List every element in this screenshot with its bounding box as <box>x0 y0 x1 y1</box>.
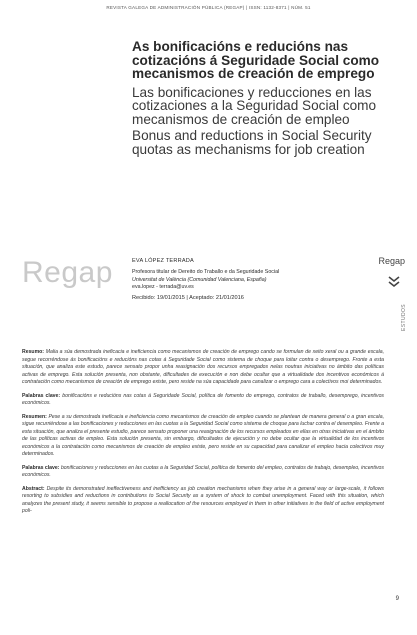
palabras-clave-gl-paragraph <box>22 393 384 408</box>
side-regap-logo: Regap <box>378 256 405 266</box>
author-position: Profesora titular de Dereito do Traballo e da Seguridade Social <box>132 269 280 276</box>
abstracts-block <box>22 349 384 522</box>
regap-logo: Regap <box>22 256 113 289</box>
palabras-clave-gl-text: bonificacións e reducións nas cotas á Seguridade Social, política de fomento do emprego, contratos de traballo, desemprego, incentivos económicos. <box>22 392 384 406</box>
received-accepted-dates: Recibido: 19/01/2015 | Aceptado: 21/01/2016 <box>132 294 244 301</box>
abstract-text: Despite its demonstrated ineffectiveness and inefficiency as job creation mechanisms when they arise in a general way or large-scale, it follows resorting to subsidies and reductions in contributions to Social Security as a system of shock to combat unemployment. Faced with this situation, which analyzes the present study, it seems sensible to propose a reallocation of the resources employed in them in other initiatives in the field of active employment poli- <box>22 485 384 514</box>
author-email[interactable]: eva.lopez - terrada@uv.es <box>132 284 194 291</box>
page-number: 9 <box>395 596 399 602</box>
resumen-text: Pese a su demostrada ineficacia e ineficiencia como mecanismos de creación de empleo cuando se plantean de manera general o a gran escala, sigue recurriéndose a las bonificaciones y reducciones en las cuotas a la Seguridad Social como sistema de choque para luchar contra el desempleo. Frente a esta situación, que analiza el presente estudio, parece sensato proponer una reasignación de los recursos empleados en ellas en otras iniciativas en el ámbito de las políticas activas de empleo. Esta solución presenta, sin embargo, dificultades de ejecución y no debe ocultar que la virtualidad de los incentivos económicos a la contratación como mecanismos de creación de empleo existe, pero reside en su capacidad para canalizar el empleo hacia colectivos muy determinados. <box>22 413 384 457</box>
title-block <box>132 40 402 156</box>
section-label: ESTUDOS <box>401 304 407 331</box>
palabras-clave-gl-label: Palabras clave: <box>22 392 61 399</box>
title-english: Bonus and reductions in Social Security quotas as mechanisms for job creation <box>132 128 372 157</box>
palabras-clave-es-text: bonificaciones y reducciones en las cuotas a la Seguridad Social, política de fomento del empleo, contratos de trabajo, desempleo, incentivos económicos. <box>22 464 384 478</box>
palabras-clave-es-label: Palabras clave: <box>22 464 60 471</box>
resumo-text: Malia a súa demostrada ineficacia e ineficiencia como mecanismos de creación de emprego cando se formulan de xeito xeral ou a grande escala, segue recorréndose ás bonificacións e reducións nas cotas á Seguridade Social como sistema de choque para loitar contra o desemprego. Fronte a esta situación, que analiza este estudo, parece sensato propor unha reasignación dos recursos empregados nelas noutras iniciativas no ámbito das políticas activas de emprego. Esta solución presenta, non obstante, dificultades de execución e non debe ocultar que a virtualidade dos incentivos económicos á contratación como mecanismos de creación de emprego existe, pero reside na súa capacidade para canalizar o emprego cara a colectivos moi determinados. <box>22 349 384 385</box>
author-affiliation: Universitat de València (Comunidad Valenciana, España) <box>132 276 267 283</box>
title-spanish: Las bonificaciones y reducciones en las cotizaciones a la Seguridad Social como mecanismos de creación de empleo <box>132 84 377 127</box>
author-name: EVA LÓPEZ TERRADA <box>132 258 194 264</box>
palabras-clave-es-paragraph <box>22 465 384 480</box>
running-head: REVISTA GALEGA DE ADMINISTRACIÓN PÚBLICA (REGAP) | ISSN: 1132-8371 | NÚM. 51 <box>106 5 311 10</box>
resumo-paragraph <box>22 349 384 387</box>
abstract-paragraph <box>22 486 384 516</box>
abstract-label: Abstract: <box>22 485 45 492</box>
author-block <box>132 258 372 302</box>
resumo-label: Resumo: <box>22 349 44 355</box>
journal-mark-icon <box>387 274 401 288</box>
resumen-paragraph <box>22 414 384 459</box>
title-galician: As bonificacións e reducións nas cotizacións á Seguridade Social como mecanismos de creación de emprego <box>132 39 380 81</box>
resumen-label: Resumen: <box>22 413 47 420</box>
